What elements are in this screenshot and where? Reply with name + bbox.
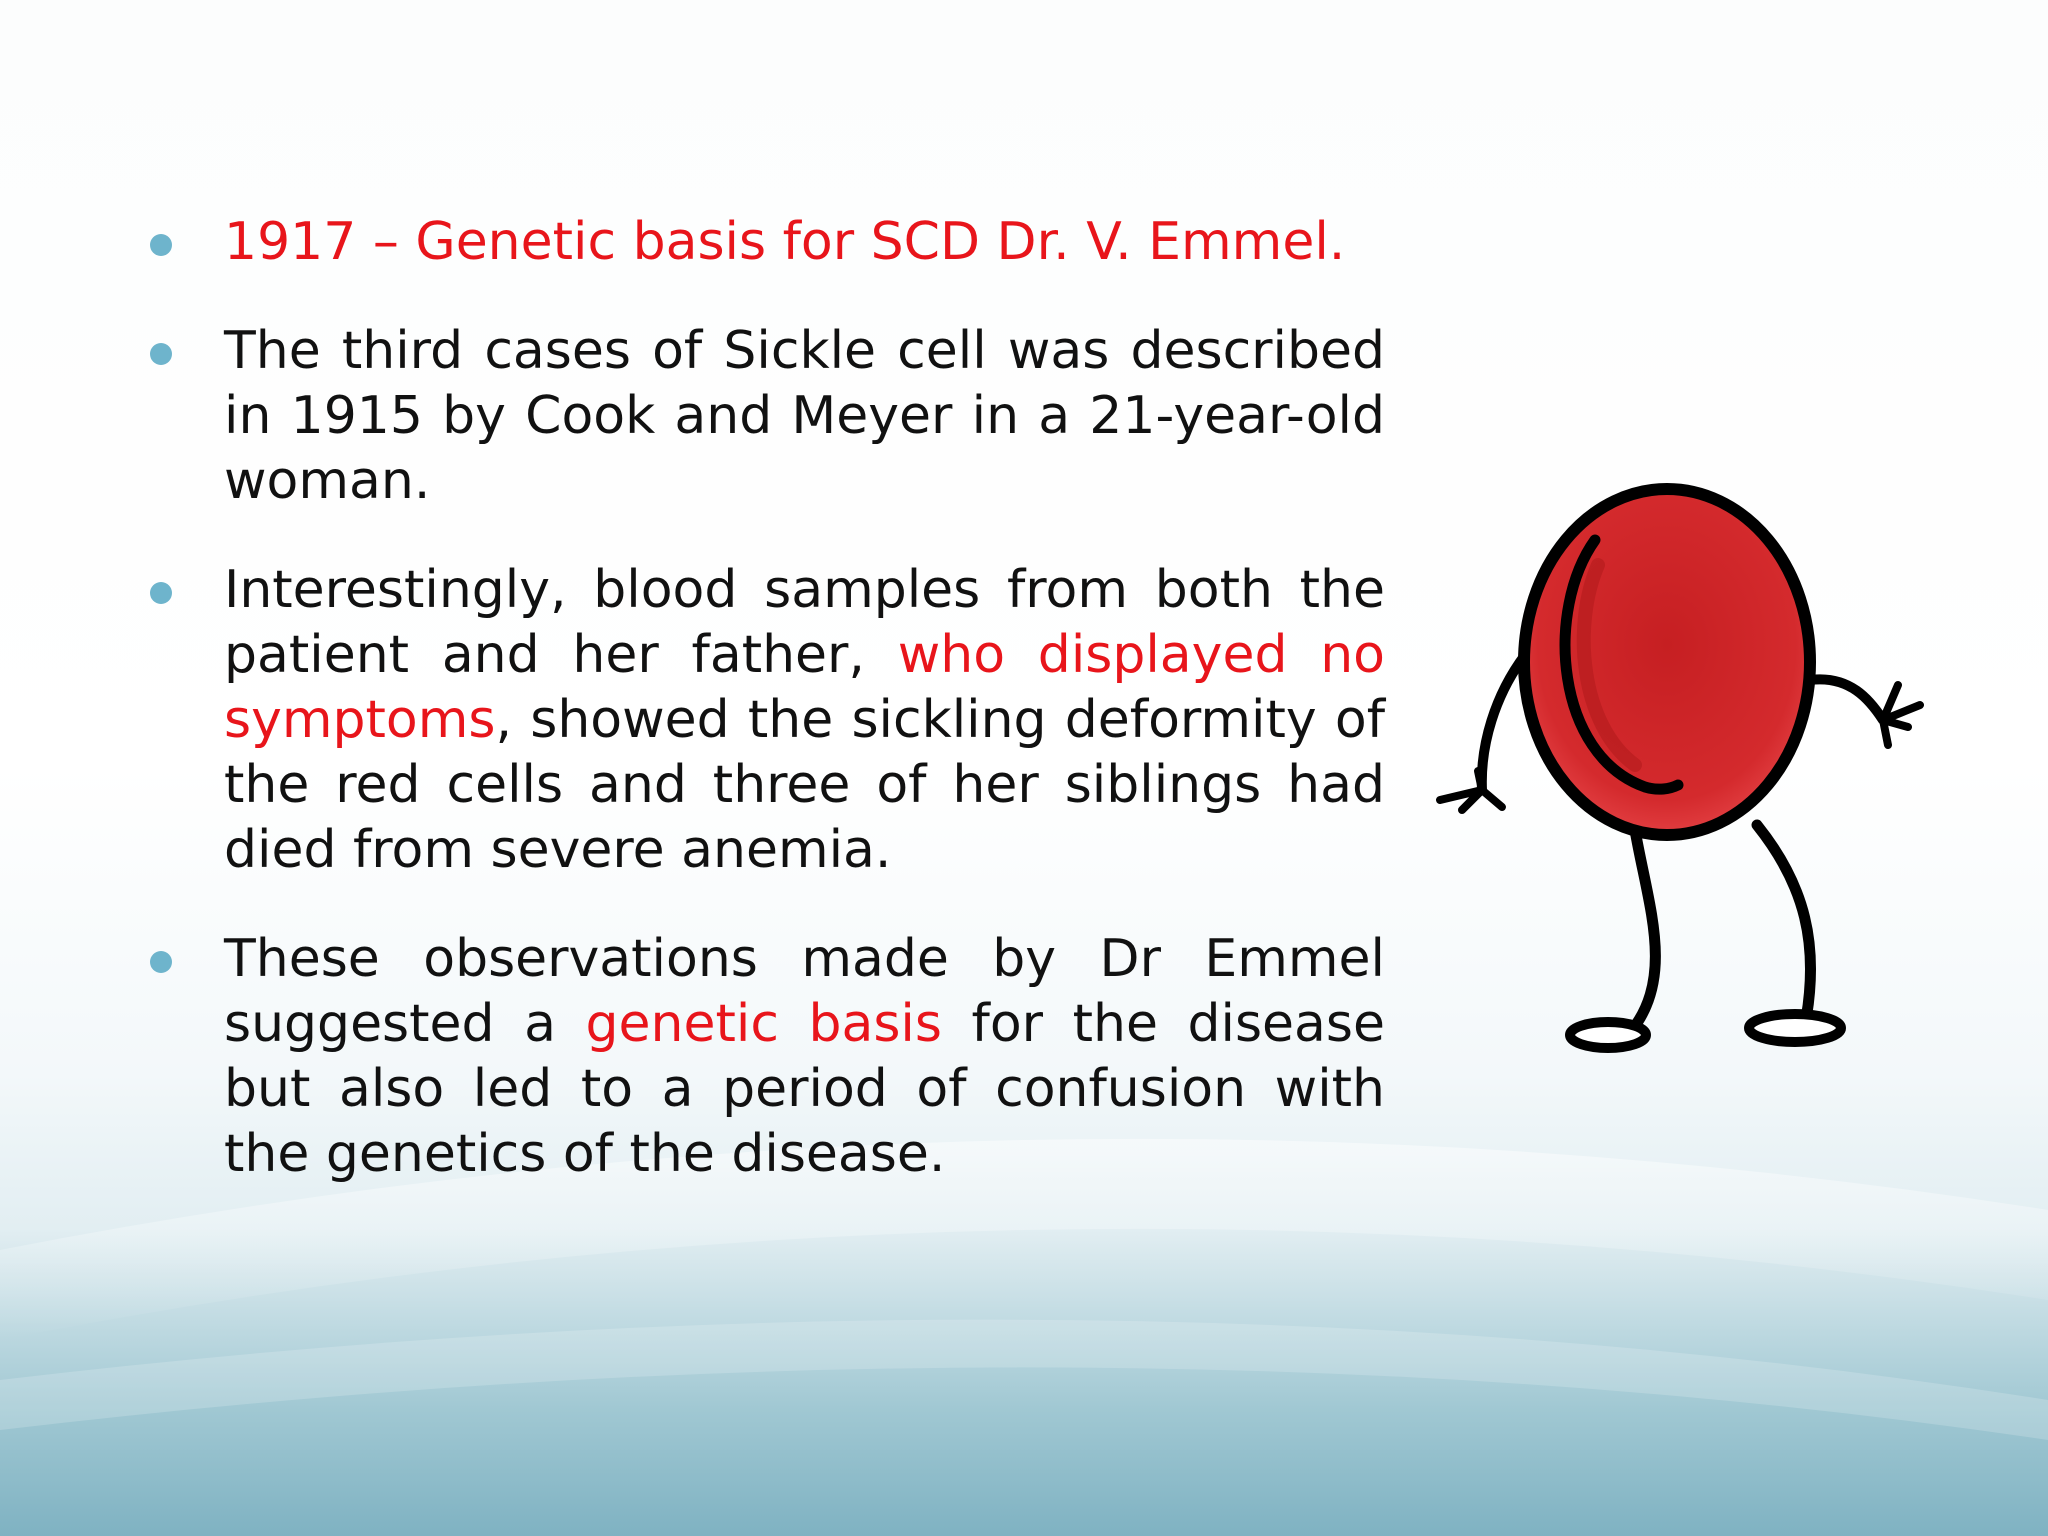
bullet-text-before: Interestingly, blood samples from both the patient and her father, bbox=[224, 560, 1385, 685]
bullet-dot-icon bbox=[150, 582, 172, 604]
bullet-highlight: who displayed no symptoms bbox=[224, 625, 1385, 750]
bullet-dot-icon bbox=[150, 234, 172, 256]
bullet-list bbox=[150, 210, 1385, 1231]
bullet-text: The third cases of Sickle cell was described in 1915 by Cook and Meyer in a 21-year-old woman. bbox=[224, 321, 1385, 511]
bullet-text-before: These observations made by Dr Emmel suggested a bbox=[224, 929, 1385, 1054]
red-blood-cell-cartoon-icon bbox=[1420, 455, 1940, 1055]
bullet-item bbox=[150, 210, 1385, 275]
bullet-highlight: genetic basis bbox=[585, 994, 942, 1054]
bullet-highlight: 1917 – Genetic basis for SCD Dr. V. Emmel. bbox=[224, 212, 1346, 272]
bullet-text-after: for the disease but also led to a period of confusion with the genetics of the disease. bbox=[224, 994, 1385, 1184]
bullet-item bbox=[150, 558, 1385, 883]
bullet-dot-icon bbox=[150, 343, 172, 365]
bullet-text-after: , showed the sickling deformity of the red cells and three of her siblings had died from severe anemia. bbox=[224, 690, 1385, 880]
bullet-item bbox=[150, 319, 1385, 514]
bullet-dot-icon bbox=[150, 951, 172, 973]
bullet-item bbox=[150, 927, 1385, 1187]
